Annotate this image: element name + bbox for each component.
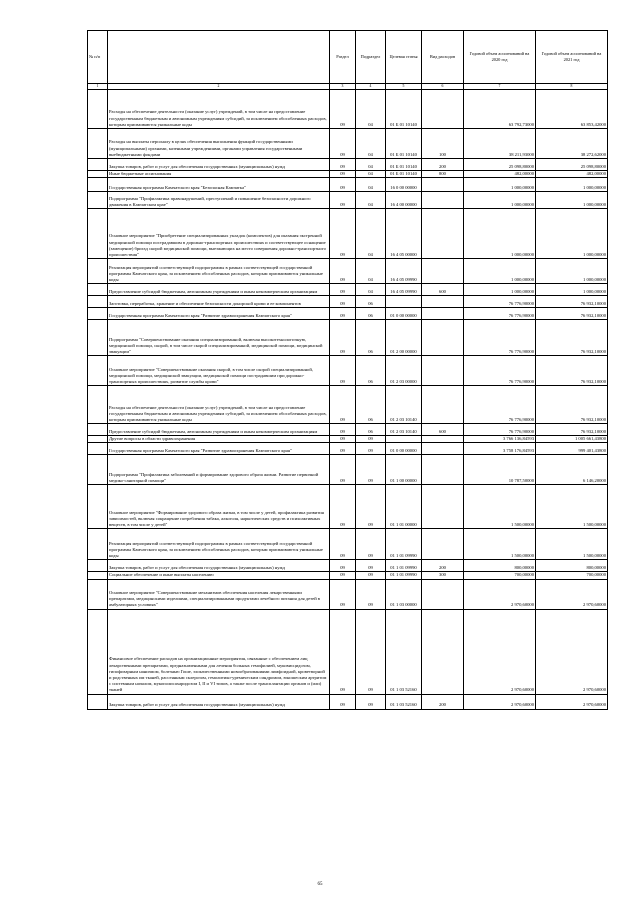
table-row (88, 178, 608, 192)
table-row (88, 443, 608, 455)
row-expense-type-cell (422, 259, 464, 284)
row-num-cell (88, 209, 108, 259)
row-2021-cell: 1 500,00000 (536, 485, 608, 529)
row-num-cell (88, 386, 108, 424)
row-expense-type-cell: 800 (422, 171, 464, 178)
row-razdel-cell: 09 (330, 296, 356, 308)
row-expense-type-cell: 600 (422, 424, 464, 436)
row-name-cell: Предоставление субсидий бюджетным, автономным учреждениям и иным некоммерческим организациям (108, 424, 330, 436)
row-2020-cell: 10 787,50000 (464, 455, 536, 485)
row-num-cell (88, 296, 108, 308)
row-razdel-cell: 09 (330, 529, 356, 560)
column-index: 3 (330, 84, 356, 90)
row-2021-cell: 76 932,10000 (536, 320, 608, 356)
row-razdel-cell: 09 (330, 209, 356, 259)
row-name-cell: Закупка товаров, работ и услуг для обеспечения государственных (муниципальных) нужд (108, 560, 330, 572)
row-num-cell (88, 572, 108, 579)
row-name-cell: Государственная программа Камчатского края "Безопасная Камчатка" (108, 178, 330, 192)
row-2021-cell: 76 932,10000 (536, 308, 608, 320)
col-target-header: Целевая статья (386, 31, 422, 84)
row-razdel-cell: 09 (330, 485, 356, 529)
row-target-cell: 01 2 03 00000 (386, 356, 422, 386)
row-name-cell: Основное мероприятие "Приобретение специализированных укладок (комплектов) для оказания экстренной медицинской помощи пострадавшим в дорожно-транспортных происшествиях и соответствующее оснащение (замещение) бригад скорой медицинской помощи, выезжающих на место совершения дорожно-транспортного происшествия" (108, 209, 330, 259)
row-2020-cell: 25 098,80000 (464, 159, 536, 171)
row-num-cell (88, 485, 108, 529)
row-num-cell (88, 356, 108, 386)
row-name-cell: Подпрограмма "Профилактика заболеваний и формирование здорового образа жизни. Развитие первичной медико-санитарной помощи" (108, 455, 330, 485)
row-expense-type-cell (422, 455, 464, 485)
row-razdel-cell: 09 (330, 159, 356, 171)
row-podrazdel-cell: 09 (356, 529, 386, 560)
col-name-header (108, 31, 330, 84)
row-target-cell: 01 Б 01 10140 (386, 159, 422, 171)
row-razdel-cell: 09 (330, 259, 356, 284)
row-2021-cell: 1 000,00000 (536, 178, 608, 192)
column-index: 1 (88, 84, 108, 90)
row-2021-cell: 1 500,00000 (536, 529, 608, 560)
table-row (88, 529, 608, 560)
row-razdel-cell: 09 (330, 424, 356, 436)
table-row (88, 609, 608, 694)
row-expense-type-cell (422, 436, 464, 443)
table-row (88, 560, 608, 572)
row-name-cell: Расходы на выплаты персоналу в целях обеспечения выполнения функций государственными (муниципальными) органами, казенными учреждениями, органами управления государственными внебюджетными фондами (108, 129, 330, 159)
col-expense-type-header: Вид расходов (422, 31, 464, 84)
row-target-cell: 01 2 03 10140 (386, 424, 422, 436)
row-num-cell (88, 560, 108, 572)
row-2020-cell: 63 792,73000 (464, 90, 536, 129)
table-row (88, 171, 608, 178)
row-razdel-cell: 09 (330, 129, 356, 159)
row-target-cell: 01 0 00 00000 (386, 443, 422, 455)
row-expense-type-cell (422, 386, 464, 424)
row-target-cell: 01 2 00 00000 (386, 320, 422, 356)
row-podrazdel-cell: 04 (356, 284, 386, 296)
table-row (88, 579, 608, 609)
row-podrazdel-cell: 06 (356, 320, 386, 356)
row-podrazdel-cell: 09 (356, 694, 386, 709)
table-row (88, 356, 608, 386)
row-2020-cell: 76 776,90000 (464, 296, 536, 308)
row-podrazdel-cell: 04 (356, 178, 386, 192)
col-num-header: № п/п (88, 31, 108, 84)
table-row (88, 159, 608, 171)
row-2020-cell: 76 776,90000 (464, 320, 536, 356)
row-target-cell: 16 0 00 00000 (386, 178, 422, 192)
row-2020-cell: 76 776,90000 (464, 308, 536, 320)
row-name-cell: Основное мероприятие "Формирование здорового образа жизни, в том числе у детей, профилактика развития зависимостей, включая сокращение потребления табака, алкоголя, наркотических средств и психоактивных веществ, в том числе у детей" (108, 485, 330, 529)
row-razdel-cell: 09 (330, 320, 356, 356)
row-target-cell (386, 436, 422, 443)
row-2021-cell: 1 000,00000 (536, 284, 608, 296)
table-row (88, 572, 608, 579)
table-row (88, 436, 608, 443)
column-index: 2 (108, 84, 330, 90)
row-num-cell (88, 529, 108, 560)
row-name-cell: Реализация мероприятий соответствующей подпрограммы в рамках соответствующей государственной программы Камчатского края, за исключением обособленных расходов, которым присваиваются уникальные коды (108, 529, 330, 560)
row-podrazdel-cell: 09 (356, 443, 386, 455)
row-name-cell: Предоставление субсидий бюджетным, автономным учреждениям и иным некоммерческим организациям (108, 284, 330, 296)
row-num-cell (88, 284, 108, 296)
table-row (88, 259, 608, 284)
row-2021-cell: 1 000,00000 (536, 192, 608, 209)
row-2020-cell: 76 776,90000 (464, 356, 536, 386)
table-header-row (88, 31, 608, 84)
table-row (88, 296, 608, 308)
row-2020-cell: 1 000,00000 (464, 209, 536, 259)
row-expense-type-cell (422, 356, 464, 386)
row-num-cell (88, 259, 108, 284)
row-podrazdel-cell: 09 (356, 572, 386, 579)
row-expense-type-cell (422, 485, 464, 529)
row-name-cell: Другие вопросы в области здравоохранения (108, 436, 330, 443)
row-name-cell: Реализация мероприятий соответствующей подпрограммы в рамках соответствующей государственной программы Камчатского края, за исключением обособленных расходов, которым присваиваются уникальные коды (108, 259, 330, 284)
row-razdel-cell: 09 (330, 90, 356, 129)
row-podrazdel-cell: 04 (356, 159, 386, 171)
table-body (88, 84, 608, 710)
col-2020-header: Годовой объем ассигнований на 2020 год (464, 31, 536, 84)
row-2020-cell: 1 000,00000 (464, 259, 536, 284)
row-name-cell: Социальное обеспечение и иные выплаты населению (108, 572, 330, 579)
row-2020-cell: 800,00000 (464, 560, 536, 572)
row-2020-cell: 1 500,00000 (464, 529, 536, 560)
table-row (88, 284, 608, 296)
row-razdel-cell: 09 (330, 171, 356, 178)
row-expense-type-cell: 600 (422, 284, 464, 296)
row-num-cell (88, 455, 108, 485)
row-2021-cell: 1 000,00000 (536, 209, 608, 259)
table-row (88, 455, 608, 485)
row-razdel-cell: 09 (330, 308, 356, 320)
row-2020-cell: 2 970,60000 (464, 609, 536, 694)
row-expense-type-cell: 100 (422, 129, 464, 159)
table-row (88, 386, 608, 424)
row-num-cell (88, 178, 108, 192)
row-podrazdel-cell: 09 (356, 560, 386, 572)
row-podrazdel-cell: 06 (356, 424, 386, 436)
row-num-cell (88, 579, 108, 609)
budget-table (87, 30, 608, 710)
row-num-cell (88, 129, 108, 159)
row-num-cell (88, 171, 108, 178)
row-target-cell: 01 1 01 00000 (386, 485, 422, 529)
row-name-cell: Заготовка, переработка, хранение и обеспечение безопасности донорской крови и ее компонентов (108, 296, 330, 308)
table-row (88, 90, 608, 129)
row-target-cell: 01 1 01 09990 (386, 572, 422, 579)
row-razdel-cell: 09 (330, 609, 356, 694)
row-name-cell: Закупка товаров, работ и услуг для обеспечения государственных (муниципальных) нужд (108, 694, 330, 709)
row-num-cell (88, 694, 108, 709)
table-row (88, 209, 608, 259)
row-name-cell: Подпрограмма "Совершенствование оказания специализированной, включая высокотехнологичную, медицинской помощи, скорой, в том числе скорой специализированной, медицинской помощи, медицинской эвакуации" (108, 320, 330, 356)
row-target-cell: 01 Б 01 10140 (386, 171, 422, 178)
row-razdel-cell: 09 (330, 443, 356, 455)
row-podrazdel-cell: 04 (356, 129, 386, 159)
row-num-cell (88, 90, 108, 129)
row-razdel-cell: 09 (330, 579, 356, 609)
row-target-cell (386, 296, 422, 308)
row-razdel-cell: 09 (330, 455, 356, 485)
row-target-cell: 01 1 03 52160 (386, 694, 422, 709)
row-2021-cell: 76 932,10000 (536, 356, 608, 386)
row-expense-type-cell (422, 609, 464, 694)
row-num-cell (88, 609, 108, 694)
row-expense-type-cell (422, 320, 464, 356)
row-2021-cell: 25 098,80000 (536, 159, 608, 171)
row-target-cell: 16 4 05 09990 (386, 284, 422, 296)
row-2020-cell: 1 000,00000 (464, 192, 536, 209)
row-num-cell (88, 192, 108, 209)
row-num-cell (88, 443, 108, 455)
row-expense-type-cell (422, 529, 464, 560)
table-row (88, 192, 608, 209)
row-2020-cell: 76 776,90000 (464, 386, 536, 424)
row-target-cell: 01 1 01 09990 (386, 560, 422, 572)
row-target-cell: 01 Б 01 10140 (386, 90, 422, 129)
row-2020-cell: 1 000,00000 (464, 284, 536, 296)
row-2020-cell: 1 000,00000 (464, 178, 536, 192)
row-target-cell: 01 1 00 00000 (386, 455, 422, 485)
row-target-cell: 01 0 00 00000 (386, 308, 422, 320)
page-number: 65 (317, 882, 323, 887)
row-2020-cell: 38 211,93000 (464, 129, 536, 159)
row-num-cell (88, 320, 108, 356)
row-name-cell: Финансовое обеспечение расходов на организационные мероприятия, связанные с обеспечением лиц лекарственными препаратами, предназначенными для лечения больных гемофилией, муковисцидозом, гипофизарным нанизмом, болезнью Гоше, злокачественными новообразованиями лимфоидной, кроветворной и родственных им тканей, рассеянным склерозом, гемолитико-уремическим синдромом, юношеским артритом с системным началом, мукополисахаридозом I, II и VI типов, а также после трансплантации органов и (или) тканей (108, 609, 330, 694)
row-2021-cell: 6 146,20000 (536, 455, 608, 485)
row-2021-cell: 76 932,10000 (536, 386, 608, 424)
row-2020-cell: 2 970,60000 (464, 579, 536, 609)
row-name-cell: Иные бюджетные ассигнования (108, 171, 330, 178)
row-name-cell: Расходы на обеспечение деятельности (оказание услуг) учреждений, в том числе на предоставление государственным бюджетным и автономным учреждениям субсидий, за исключением обособленных расходов, которым присваиваются уникальные коды (108, 90, 330, 129)
row-podrazdel-cell: 09 (356, 455, 386, 485)
row-podrazdel-cell: 04 (356, 259, 386, 284)
row-2021-cell: 38 272,62000 (536, 129, 608, 159)
row-2020-cell: 76 776,90000 (464, 424, 536, 436)
column-index: 4 (356, 84, 386, 90)
row-target-cell: 01 Б 01 10140 (386, 129, 422, 159)
row-podrazdel-cell: 04 (356, 192, 386, 209)
row-2020-cell: 3 766 136,84593 (464, 436, 536, 443)
row-razdel-cell: 09 (330, 178, 356, 192)
row-razdel-cell: 09 (330, 436, 356, 443)
row-razdel-cell: 09 (330, 192, 356, 209)
row-2021-cell: 63 853,42000 (536, 90, 608, 129)
row-2021-cell: 2 970,60000 (536, 694, 608, 709)
row-expense-type-cell (422, 296, 464, 308)
column-index: 7 (464, 84, 536, 90)
row-target-cell: 16 4 05 00000 (386, 209, 422, 259)
row-2021-cell: 2 970,60000 (536, 609, 608, 694)
row-podrazdel-cell: 09 (356, 579, 386, 609)
row-expense-type-cell: 200 (422, 694, 464, 709)
row-expense-type-cell (422, 209, 464, 259)
row-2020-cell: 482,00000 (464, 171, 536, 178)
row-name-cell: Основное мероприятие "Совершенствование механизмов обеспечения населения лекарственными препаратами, медицинскими изделиями, специализированными продуктами лечебного питания для детей в амбулаторных условиях" (108, 579, 330, 609)
row-podrazdel-cell: 04 (356, 171, 386, 178)
row-expense-type-cell: 200 (422, 159, 464, 171)
row-num-cell (88, 436, 108, 443)
row-2021-cell: 1 005 661,43800 (536, 436, 608, 443)
table-row (88, 424, 608, 436)
row-expense-type-cell (422, 308, 464, 320)
row-target-cell: 01 2 03 10140 (386, 386, 422, 424)
row-target-cell: 01 1 01 09990 (386, 529, 422, 560)
row-podrazdel-cell: 09 (356, 436, 386, 443)
row-expense-type-cell (422, 192, 464, 209)
row-2021-cell: 2 970,60000 (536, 579, 608, 609)
row-podrazdel-cell: 04 (356, 90, 386, 129)
row-name-cell: Основное мероприятие "Совершенствование оказания скорой, в том числе скорой специализированной, медицинской помощи, медицинской эвакуации, медицинской помощи пострадавшим при дорожно-транспортных происшествиях, развитие службы крови" (108, 356, 330, 386)
row-2021-cell: 700,00000 (536, 572, 608, 579)
row-podrazdel-cell: 06 (356, 296, 386, 308)
row-target-cell: 16 4 00 00000 (386, 192, 422, 209)
row-expense-type-cell (422, 443, 464, 455)
column-index: 5 (386, 84, 422, 90)
row-2021-cell: 1 000,00000 (536, 259, 608, 284)
row-2020-cell: 1 500,00000 (464, 485, 536, 529)
row-2021-cell: 76 932,10000 (536, 296, 608, 308)
row-2021-cell: 999 401,43800 (536, 443, 608, 455)
row-2020-cell: 700,00000 (464, 572, 536, 579)
row-expense-type-cell: 300 (422, 572, 464, 579)
column-index: 8 (536, 84, 608, 90)
row-name-cell: Закупка товаров, работ и услуг для обеспечения государственных (муниципальных) нужд (108, 159, 330, 171)
col-razdel-header: Раздел (330, 31, 356, 84)
row-expense-type-cell (422, 178, 464, 192)
row-podrazdel-cell: 09 (356, 485, 386, 529)
col-2021-header: Годовой объем ассигнований на 2021 год (536, 31, 608, 84)
row-razdel-cell: 09 (330, 284, 356, 296)
column-index: 6 (422, 84, 464, 90)
col-podrazdel-header: Подраздел (356, 31, 386, 84)
row-2021-cell: 800,00000 (536, 560, 608, 572)
table-row (88, 694, 608, 709)
row-expense-type-cell (422, 90, 464, 129)
row-num-cell (88, 159, 108, 171)
row-razdel-cell: 09 (330, 560, 356, 572)
table-row (88, 320, 608, 356)
row-razdel-cell: 09 (330, 386, 356, 424)
row-name-cell: Подпрограмма "Профилактика правонарушений, преступлений и повышение безопасности дорожного движения в Камчатском крае" (108, 192, 330, 209)
table-row (88, 129, 608, 159)
row-podrazdel-cell: 06 (356, 386, 386, 424)
row-razdel-cell: 09 (330, 694, 356, 709)
row-podrazdel-cell: 09 (356, 609, 386, 694)
row-2021-cell: 482,00000 (536, 171, 608, 178)
row-target-cell: 01 1 03 52160 (386, 609, 422, 694)
row-name-cell: Расходы на обеспечение деятельности (оказание услуг) учреждений, в том числе на предоставление государственным бюджетным и автономным учреждениям субсидий, за исключением обособленных расходов, которым присваиваются уникальные коды (108, 386, 330, 424)
row-podrazdel-cell: 06 (356, 308, 386, 320)
row-2020-cell: 2 970,60000 (464, 694, 536, 709)
row-target-cell: 01 1 03 00000 (386, 579, 422, 609)
row-2021-cell: 76 932,10000 (536, 424, 608, 436)
row-expense-type-cell (422, 579, 464, 609)
row-name-cell: Государственная программа Камчатского края "Развитие здравоохранения Камчатского края" (108, 308, 330, 320)
row-target-cell: 16 4 05 09990 (386, 259, 422, 284)
table-row (88, 308, 608, 320)
row-podrazdel-cell: 06 (356, 356, 386, 386)
row-razdel-cell: 09 (330, 356, 356, 386)
row-expense-type-cell: 200 (422, 560, 464, 572)
table-row (88, 485, 608, 529)
row-num-cell (88, 308, 108, 320)
row-name-cell: Государственная программа Камчатского края "Развитие здравоохранения Камчатского края" (108, 443, 330, 455)
row-num-cell (88, 424, 108, 436)
row-podrazdel-cell: 04 (356, 209, 386, 259)
row-2020-cell: 3 758 176,84593 (464, 443, 536, 455)
row-razdel-cell: 09 (330, 572, 356, 579)
